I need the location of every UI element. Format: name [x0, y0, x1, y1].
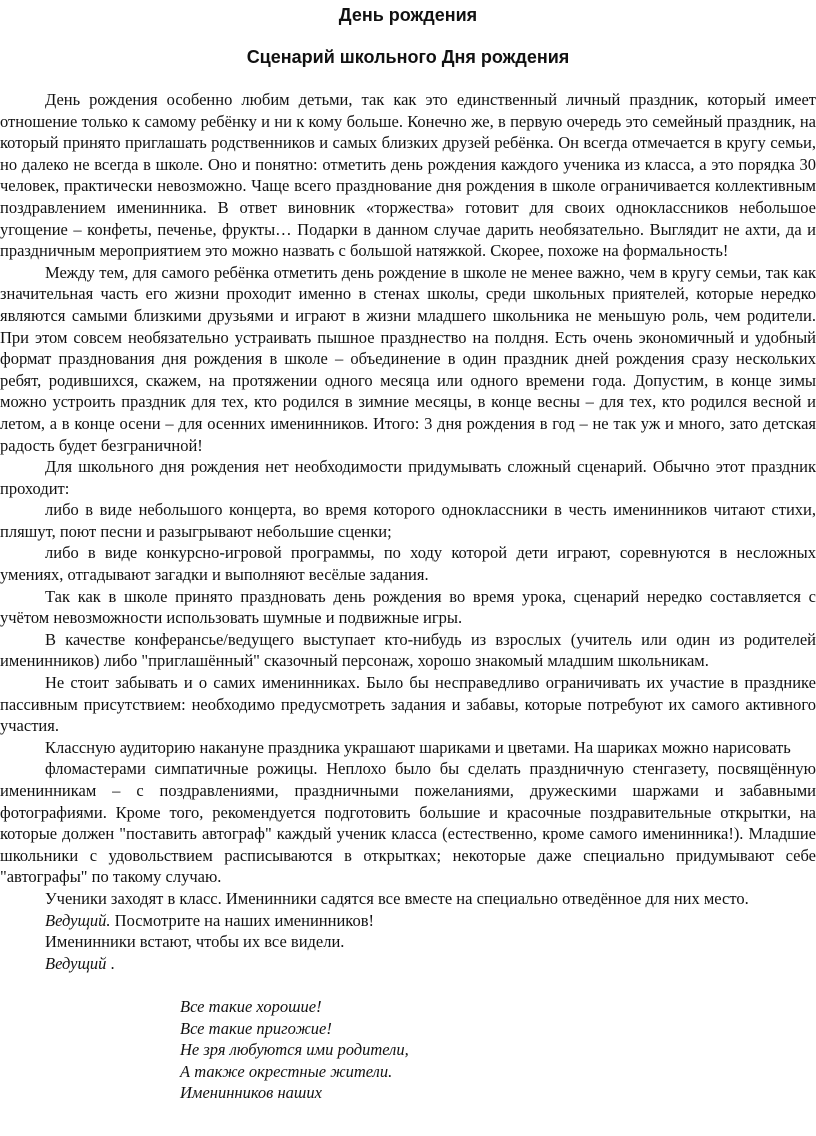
dialogue-line	[0, 910, 816, 932]
poem	[180, 996, 816, 1104]
dialogue-line	[0, 931, 816, 953]
dialogue-text: Посмотрите на наших именинников!	[110, 910, 374, 930]
document-body	[0, 89, 816, 1104]
paragraph-stengazeta: фломастерами симпатичные рожицы. Неплохо было бы сделать праздничную стенгазету, посвящённую именинникам – с поздравлениями, праздничными пожеланиями, дружескими шаржами и забавными фотографиями. Кроме того, рекомендуется подготовить большие и красочные поздравительные открытки, на которые должен "поставить автограф" каждый ученик класса (естественно, кроме самого именинника!). Младшие школьники с удовольствием расписываются в открытках; некоторые даже специально придумывают себе "автографы" по такому случаю.	[0, 759, 816, 887]
paragraph-school-celebration: Между тем, для самого ребёнка отметить день рождение в школе не менее важно, чем в кругу семьи, так как значительная часть его жизни проходит именно в стенах школы, среди школьных приятелей, которые нередко являются самыми близкими друзьями и играют в жизни младшего школьника не меньшую роль, чем родители. При этом совсем необязательно устраивать пышное празднество на полдня. Есть очень экономичный и удобный формат празднования дня рождения в школе – объединение в один праздник дней рождения сразу нескольких ребят, родившихся, скажем, на протяжении одного месяца или одного времени года. Допустим, в конце зимы можно устроить праздник для тех, кто родился в зимние месяцы, в конце весны – для тех, кто родился весной и летом, а в конце осени – для осенних именинников. Итого: 3 дня рождения в год – не так уж и много, зато детская радость будет безграничной!	[0, 262, 816, 455]
document-subtitle: Сценарий школьного Дня рождения	[246, 47, 570, 67]
paragraph-intro: День рождения особенно любим детьми, так как это единственный личный праздник, который имеет отношение только к самому ребёнку и ни к кому больше. Конечно же, в первую очередь это семейный праздник, на который принято приглашать родственников и самых близких друзей ребёнка. Он всегда отмечается в кругу семьи, но далеко не всегда в школе. Оно и понятно: отметить день рождения каждого ученика из класса, а это порядка 30 человек, практически невозможно. Чаще всего празднование дня рождения в школе ограничивается коллективным поздравлением именинника. В ответ виновник «торжества» готовит для своих одноклассников небольшое угощение – конфеты, печенье, фрукты… Подарки в данном случае дарить необязательно. Выглядит не ахти, да и праздничным мероприятием это можно назвать с большой натяжкой. Скорее, похоже на формальность!	[0, 90, 816, 261]
speaker-label: Ведущий	[45, 953, 107, 973]
dialogue-line	[0, 953, 816, 975]
dialogue-text: Именинники встают, чтобы их все видели.	[45, 932, 345, 952]
poem-line: Именинников наших	[180, 1083, 322, 1103]
poem-line: Все такие хорошие!	[180, 996, 322, 1016]
paragraph-students-enter: Ученики заходят в класс. Именинники садятся все вместе на специально отведённое для них место.	[45, 888, 749, 908]
paragraph-birthday-kids: Не стоит забывать и о самих именинниках. Было бы несправедливо ограничивать их участие в празднике пассивным присутствием: необходимо предусмотреть задания и забавы, которые потребуют их самого активного участия.	[0, 673, 816, 736]
paragraph-decoration: Классную аудиторию накануне праздника украшают шариками и цветами. На шариках можно нарисовать	[45, 737, 791, 757]
paragraph-host: В качестве конферансье/ведущего выступает кто-нибудь из взрослых (учитель или один из родителей именинников) либо "приглашённый" сказочный персонаж, хорошо знакомый младшим школьникам.	[0, 629, 816, 671]
speaker-label: Ведущий.	[45, 910, 111, 930]
paragraph-during-lesson: Так как в школе принято праздновать день рождения во время урока, сценарий нередко составляется с учётом невозможности использовать шумные и подвижные игры.	[0, 586, 816, 628]
paragraph-scenario: Для школьного дня рождения нет необходимости придумывать сложный сценарий. Обычно этот праздник проходит:	[0, 457, 816, 498]
poem-line: Все такие пригожие!	[180, 1018, 332, 1038]
paragraph-option-concert: либо в виде небольшого концерта, во время которого одноклассники в честь именинников читают стихи, пляшут, поют песни и разыгрывают небольшие сценки;	[0, 500, 816, 541]
dialogue-text: .	[106, 953, 115, 973]
paragraph-option-games: либо в виде конкурсно-игровой программы, по ходу которой дети играют, соревнуются в несложных умениях, отгадывают загадки и выполняют весёлые задания.	[0, 543, 816, 585]
poem-line: Не зря любуются ими родители,	[180, 1040, 409, 1060]
poem-line: А также окрестные жители.	[180, 1061, 393, 1081]
document-title: День рождения	[338, 5, 478, 25]
